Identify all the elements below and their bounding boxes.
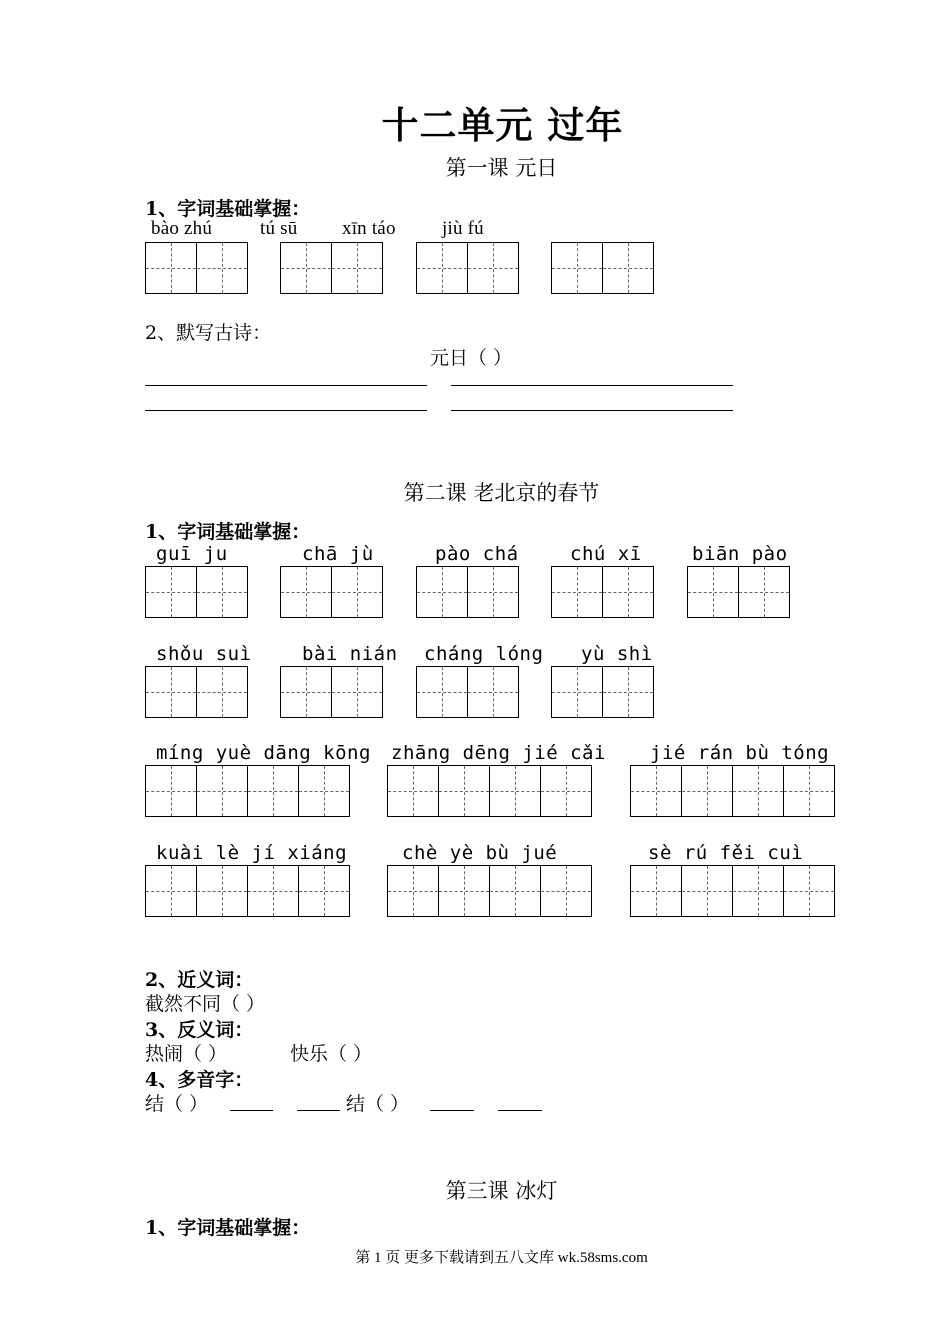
grid-cell[interactable] <box>247 765 299 817</box>
grid-cell[interactable] <box>298 765 350 817</box>
answer-line[interactable] <box>145 410 427 411</box>
synonym-item: 截然不同（ ） <box>145 993 266 1015</box>
pinyin-label: chā jù <box>302 543 374 565</box>
writing-grid[interactable] <box>145 242 247 294</box>
writing-grid[interactable] <box>145 566 247 618</box>
grid-cell[interactable] <box>681 865 733 917</box>
grid-cell[interactable] <box>489 865 541 917</box>
answer-line[interactable] <box>145 385 427 386</box>
poem-title: 元日（ ） <box>430 347 513 369</box>
polyphone-label: 4、多音字： <box>145 1069 254 1091</box>
writing-grid[interactable] <box>551 566 653 618</box>
page-footer: 第 1 页 更多下载请到五八文库 wk.58sms.com <box>355 1250 648 1266</box>
polyphone-item: 结（ ） <box>346 1093 410 1115</box>
grid-cell[interactable] <box>438 865 490 917</box>
grid-cell[interactable] <box>196 865 248 917</box>
grid-cell[interactable] <box>331 566 383 618</box>
grid-cell[interactable] <box>738 566 790 618</box>
grid-cell[interactable] <box>467 666 519 718</box>
grid-cell[interactable] <box>681 765 733 817</box>
grid-cell[interactable] <box>551 666 603 718</box>
answer-line[interactable] <box>297 1110 340 1111</box>
pinyin-label: chè yè bù jué <box>402 842 558 864</box>
lesson2-section1-label: 1、字词基础掌握： <box>145 521 311 543</box>
pinyin-label: zhāng dēng jié cǎi <box>391 742 606 764</box>
answer-line[interactable] <box>451 410 733 411</box>
grid-cell[interactable] <box>416 242 468 294</box>
grid-cell[interactable] <box>687 566 739 618</box>
pinyin-label: tú sū <box>260 218 298 239</box>
grid-cell[interactable] <box>196 765 248 817</box>
grid-cell[interactable] <box>331 666 383 718</box>
grid-cell[interactable] <box>196 666 248 718</box>
writing-grid[interactable] <box>387 765 591 817</box>
grid-cell[interactable] <box>298 865 350 917</box>
antonym-item: 热闹（ ） <box>145 1043 228 1065</box>
grid-cell[interactable] <box>280 242 332 294</box>
grid-cell[interactable] <box>280 666 332 718</box>
writing-grid[interactable] <box>145 765 349 817</box>
grid-cell[interactable] <box>630 865 682 917</box>
grid-cell[interactable] <box>145 765 197 817</box>
writing-grid[interactable] <box>387 865 591 917</box>
writing-grid[interactable] <box>416 566 518 618</box>
writing-grid[interactable] <box>551 666 653 718</box>
grid-cell[interactable] <box>387 765 439 817</box>
page-title: 十二单元 过年 <box>381 103 624 147</box>
writing-grid[interactable] <box>630 865 834 917</box>
pinyin-label: kuài lè jí xiáng <box>156 842 348 864</box>
pinyin-label: bài nián <box>302 643 398 665</box>
pinyin-label: yù shì <box>581 643 653 665</box>
grid-cell[interactable] <box>280 566 332 618</box>
antonym-item: 快乐（ ） <box>290 1043 373 1065</box>
writing-grid[interactable] <box>416 666 518 718</box>
grid-cell[interactable] <box>331 242 383 294</box>
answer-line[interactable] <box>230 1110 273 1111</box>
writing-grid[interactable] <box>630 765 834 817</box>
grid-cell[interactable] <box>145 242 197 294</box>
grid-cell[interactable] <box>387 865 439 917</box>
grid-cell[interactable] <box>145 566 197 618</box>
writing-grid[interactable] <box>145 666 247 718</box>
answer-line[interactable] <box>451 385 733 386</box>
lesson3-section1-label: 1、字词基础掌握： <box>145 1217 311 1239</box>
polyphone-item: 结（ ） <box>145 1093 209 1115</box>
grid-cell[interactable] <box>732 765 784 817</box>
grid-cell[interactable] <box>145 666 197 718</box>
lesson1-heading: 第一课 元日 <box>445 156 558 180</box>
grid-cell[interactable] <box>602 242 654 294</box>
grid-cell[interactable] <box>540 765 592 817</box>
grid-cell[interactable] <box>783 865 835 917</box>
grid-cell[interactable] <box>602 566 654 618</box>
lesson1-section2-label: 2、默写古诗： <box>145 322 272 344</box>
grid-cell[interactable] <box>783 765 835 817</box>
writing-grid[interactable] <box>551 242 653 294</box>
lesson1-section1-label: 1、字词基础掌握： <box>145 198 311 220</box>
grid-cell[interactable] <box>145 865 197 917</box>
pinyin-label: jiù fú <box>442 218 484 239</box>
writing-grid[interactable] <box>145 865 349 917</box>
lesson2-heading: 第二课 老北京的春节 <box>403 481 600 505</box>
writing-grid[interactable] <box>280 242 382 294</box>
grid-cell[interactable] <box>551 566 603 618</box>
pinyin-label: xīn táo <box>342 218 396 239</box>
grid-cell[interactable] <box>467 566 519 618</box>
writing-grid[interactable] <box>280 566 382 618</box>
grid-cell[interactable] <box>467 242 519 294</box>
grid-cell[interactable] <box>196 242 248 294</box>
grid-cell[interactable] <box>247 865 299 917</box>
pinyin-label: guī ju <box>156 543 228 565</box>
antonym-label: 3、反义词： <box>145 1019 254 1041</box>
writing-grid[interactable] <box>687 566 789 618</box>
grid-cell[interactable] <box>489 765 541 817</box>
grid-cell[interactable] <box>438 765 490 817</box>
pinyin-label: bào zhú <box>151 218 213 239</box>
grid-cell[interactable] <box>416 566 468 618</box>
writing-grid[interactable] <box>416 242 518 294</box>
grid-cell[interactable] <box>416 666 468 718</box>
pinyin-label: chú xī <box>570 543 642 565</box>
pinyin-label: míng yuè dāng kōng <box>156 742 371 764</box>
synonym-label: 2、近义词： <box>145 969 254 991</box>
writing-grid[interactable] <box>280 666 382 718</box>
grid-cell[interactable] <box>551 242 603 294</box>
pinyin-label: shǒu suì <box>156 643 252 665</box>
pinyin-label: jié rán bù tóng <box>650 742 830 764</box>
grid-cell[interactable] <box>196 566 248 618</box>
pinyin-label: biān pào <box>692 543 788 565</box>
lesson3-heading: 第三课 冰灯 <box>445 1179 558 1203</box>
grid-cell[interactable] <box>732 865 784 917</box>
grid-cell[interactable] <box>540 865 592 917</box>
pinyin-label: pào chá <box>435 543 519 565</box>
answer-line[interactable] <box>430 1110 474 1111</box>
grid-cell[interactable] <box>630 765 682 817</box>
pinyin-label: cháng lóng <box>424 643 544 665</box>
grid-cell[interactable] <box>602 666 654 718</box>
pinyin-label: sè rú fěi cuì <box>648 842 804 864</box>
answer-line[interactable] <box>498 1110 542 1111</box>
